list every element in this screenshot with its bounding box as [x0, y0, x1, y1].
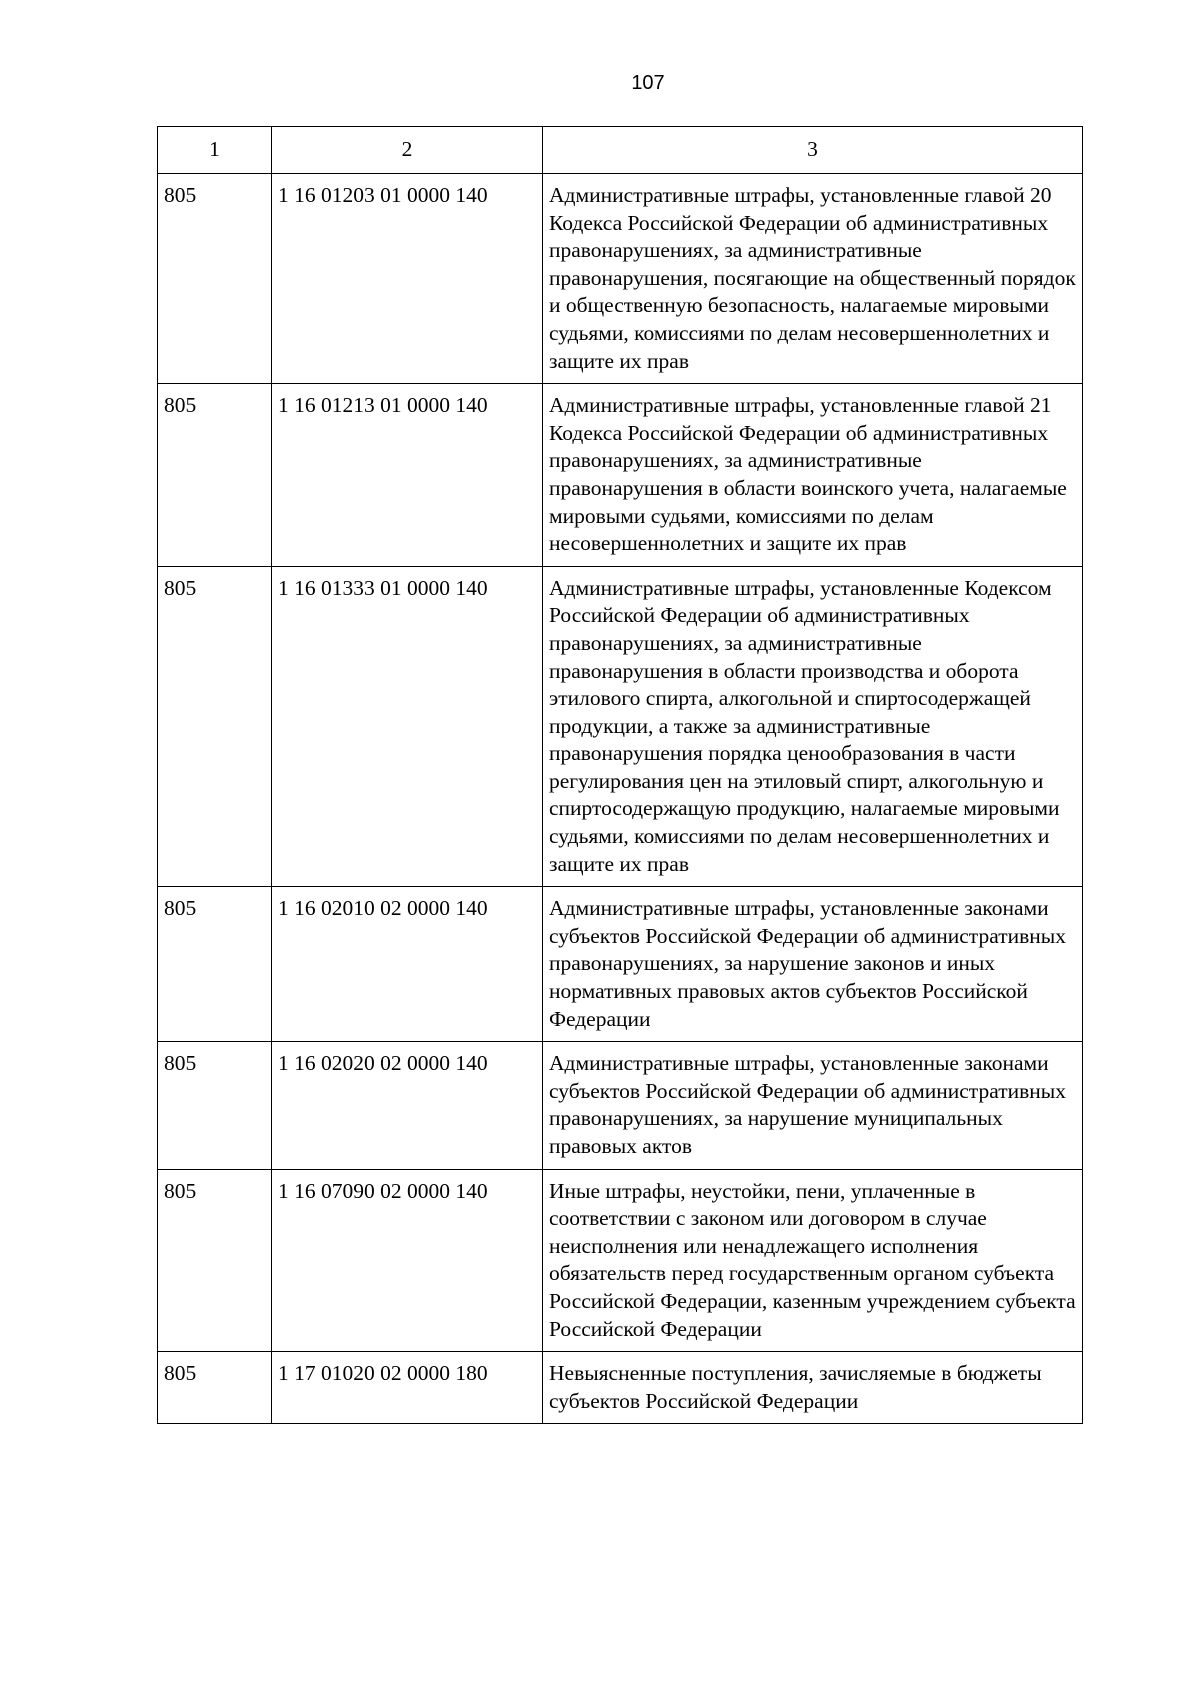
table-row [158, 566, 1083, 887]
revenue-code-cell: 1 16 01333 01 0000 140 [272, 566, 543, 887]
description-cell: Административные штрафы, установленные законами субъектов Российской Федерации об административных правонарушениях, за нарушение законов и иных нормативных правовых актов субъектов Российской Федерации [543, 887, 1083, 1042]
table-row [158, 1042, 1083, 1169]
admin-code-cell: 805 [158, 887, 272, 1042]
revenue-code-cell: 1 16 01213 01 0000 140 [272, 384, 543, 567]
admin-code-cell: 805 [158, 1042, 272, 1169]
admin-code-cell: 805 [158, 384, 272, 567]
table-row [158, 1352, 1083, 1424]
page-number: 107 [631, 72, 665, 94]
revenue-code-cell: 1 16 02020 02 0000 140 [272, 1042, 543, 1169]
revenue-code-cell: 1 16 02010 02 0000 140 [272, 887, 543, 1042]
description-cell: Административные штрафы, установленные главой 20 Кодекса Российской Федерации об административных правонарушениях, за административные правонарушения, посягающие на общественный порядок и общественную безопасность, налагаемые мировыми судьями, комиссиями по делам несовершеннолетних и защите их прав [543, 174, 1083, 384]
table-header-row [158, 127, 1083, 174]
table-row [158, 384, 1083, 567]
revenue-code-cell: 1 16 07090 02 0000 140 [272, 1169, 543, 1352]
revenue-codes-table-container [157, 126, 1082, 1424]
revenue-code-cell: 1 17 01020 02 0000 180 [272, 1352, 543, 1424]
description-cell: Административные штрафы, установленные главой 21 Кодекса Российской Федерации об административных правонарушениях, за административные правонарушения в области воинского учета, налагаемые мировыми судьями, комиссиями по делам несовершеннолетних и защите их прав [543, 384, 1083, 567]
admin-code-cell: 805 [158, 1169, 272, 1352]
column-header-3: 3 [543, 127, 1083, 174]
revenue-codes-table [157, 126, 1083, 1424]
table-row [158, 174, 1083, 384]
description-cell: Административные штрафы, установленные законами субъектов Российской Федерации об административных правонарушениях, за нарушение муниципальных правовых актов [543, 1042, 1083, 1169]
admin-code-cell: 805 [158, 1352, 272, 1424]
table-row [158, 887, 1083, 1042]
column-header-1: 1 [158, 127, 272, 174]
description-cell: Невыясненные поступления, зачисляемые в бюджеты субъектов Российской Федерации [543, 1352, 1083, 1424]
admin-code-cell: 805 [158, 174, 272, 384]
revenue-code-cell: 1 16 01203 01 0000 140 [272, 174, 543, 384]
table-row [158, 1169, 1083, 1352]
description-cell: Иные штрафы, неустойки, пени, уплаченные в соответствии с законом или договором в случае неисполнения или ненадлежащего исполнения обязательств перед государственным органом субъекта Российской Федерации, казенным учреждением субъекта Российской Федерации [543, 1169, 1083, 1352]
admin-code-cell: 805 [158, 566, 272, 887]
description-cell: Административные штрафы, установленные Кодексом Российской Федерации об административных правонарушениях, за административные правонарушения в области производства и оборота этилового спирта, алкогольной и спиртосодержащей продукции, а также за административные правонарушения порядка ценообразования в части регулирования цен на этиловый спирт, алкогольную и спиртосодержащую продукцию, налагаемые мировыми судьями, комиссиями по делам несовершеннолетних и защите их прав [543, 566, 1083, 887]
column-header-2: 2 [272, 127, 543, 174]
